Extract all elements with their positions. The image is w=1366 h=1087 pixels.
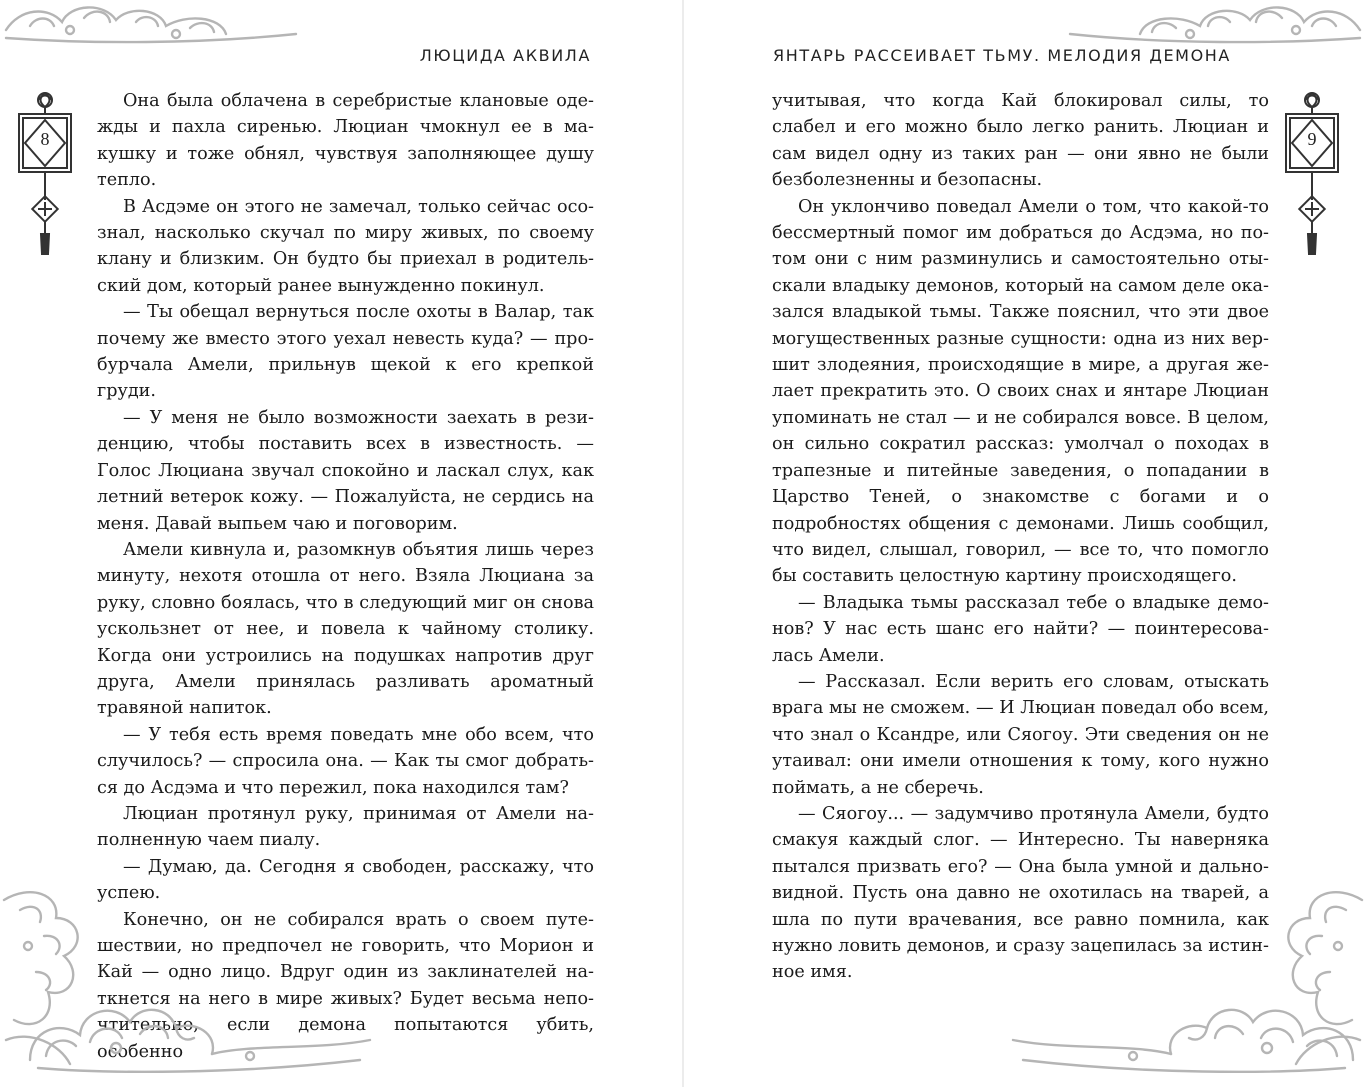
paragraph: — У тебя есть время поведать мне обо всем, что случилось? — спросила она. — Как ты смог добраться до Асдэма и что пережил, пока находился там? — [97, 724, 594, 798]
paragraph: — Ты обещал вернуться после охоты в Валар, так почему же вместо этого уехал невесть куда? — пробурчала Амели, прильнув щекой к его крепкой груди. — [97, 302, 594, 402]
page-number-badge — [1282, 88, 1342, 260]
paragraph: В Асдэме он этого не замечал, только сейчас осознал, насколько скучал по миру живых, по своему клану и близким. Он будто бы приехал в родительский дом, который ранее вынужденно покинул. — [97, 196, 594, 296]
paragraph: Он уклончиво поведал Амели о том, что какой-то бессмертный помог им добраться до Асдэма, но потом они с ним разминулись и самостоятельно отыскали владыку демонов, который на самом деле оказался владыкой тьмы. Также пояснил, что эти двое могущественных разные сущности: одна из них вершит злодеяния, происходящие в мире, а другая желает прекратить это. О своих снах и янтаре Люциан упоминать не стал — и не собирался вовсе. В целом, он сильно сократил рассказ: умолчал о походах в трапезные и питейные заведения, о попадании в Царство Теней, о знакомстве с богами и о подробностях общения с демонами. Лишь сообщил, что видел, слышал, говорил, — все то, что помогло бы составить целостную картину происходящего. — [772, 196, 1269, 587]
paragraph: Она была облачена в серебристые клановые одежды и пахла сиренью. Люциан чмокнул ее в макушку и тоже обнял, чувствуя заполняющее душу тепло. — [97, 91, 594, 191]
left-body-text — [97, 88, 594, 1065]
running-head: ЛЮЦИДА АКВИЛА — [419, 46, 591, 65]
paragraph: Амели кивнула и, разомкнув объятия лишь через минуту, нехотя отошла от него. Взяла Люциана за руку, словно боялась, что в следующий миг он снова ускользнет от нее, и повела к чайному столику. Когда они устроились на подушках напротив друг друга, Амели принялась разливать ароматный травяной напиток. — [97, 539, 594, 719]
paragraph: учитывая, что когда Кай блокировал силы, то слабел и его можно было легко ранить. Люциан и сам видел одну из таких ран — они явно не были безболезненны и безопасны. — [772, 91, 1269, 191]
right-page — [683, 0, 1366, 1087]
running-head: ЯНТАРЬ РАССЕИВАЕТ ТЬМУ. МЕЛОДИЯ ДЕМОНА — [773, 46, 1231, 65]
lattice-frame-icon — [1282, 88, 1342, 260]
page-number: 8 — [40, 129, 50, 149]
paragraph: — У меня не было возможности заехать в резиденцию, чтобы поставить всех в известность. — Голос Люциана звучал спокойно и ласкал слух, как летний ветерок кожу. — Пожалуйста, не сердись на меня. Давай выпьем чаю и поговорим. — [97, 407, 594, 534]
cloud-ornament-icon — [20, 990, 380, 1084]
cloud-ornament-icon — [0, 0, 300, 48]
paragraph: Конечно, он не собирался врать о своем путешествии, но предпочел не говорить, что Морион и Кай — одно лицо. Вдруг один из заклинателей наткнется на него в мире живых? Будет весьма непочтительно, если демона попытаются убить, особенно — [97, 909, 594, 1062]
cloud-ornament-icon — [1276, 880, 1366, 1084]
page-number: 9 — [1307, 129, 1317, 149]
paragraph: — Думаю, да. Сегодня я свободен, расскажу, что успею. — [97, 856, 594, 904]
paragraph: — Владыка тьмы рассказал тебе о владыке демонов? У нас есть шанс его найти? — поинтересовалась Амели. — [772, 592, 1269, 666]
cloud-ornament-icon — [1066, 0, 1366, 48]
right-body-text — [772, 88, 1269, 986]
paragraph: Люциан протянул руку, принимая от Амели наполненную чаем пиалу. — [97, 803, 594, 851]
paragraph: — Рассказал. Если верить его словам, отыскать врага мы не сможем. — И Люциан поведал обо всем, что знал о Ксандре, или Сяогоу. Эти сведения он не утаивал: они имели отношения к тому, кого нужно поймать, а не сберечь. — [772, 671, 1269, 798]
lattice-frame-icon — [15, 88, 75, 260]
paragraph: — Сяогоу... — задумчиво протянула Амели, будто смакуя каждый слог. — Интересно. Ты наверняка пытался призвать его? — Она была умной и дальновидной. Пусть она давно не охотилась на тварей, а шла по пути врачевания, все равно помнила, как нужно ловить демонов, и сразу зацепилась за истинное имя. — [772, 803, 1269, 983]
page-number-badge — [15, 88, 75, 260]
